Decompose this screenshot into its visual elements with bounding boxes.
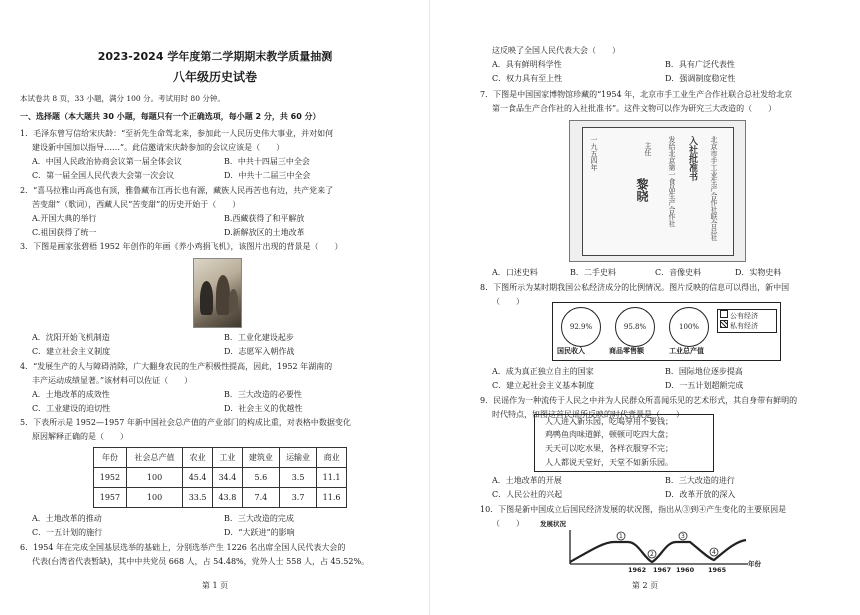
q6-option-d: D．强调制度稳定性: [665, 74, 736, 83]
q5-option-d: D．“大跃进”的影响: [224, 528, 295, 537]
q4-stem-line2: 丰产运动成绩显著。”该材料可以佐证（ ）: [32, 376, 193, 385]
q7-stem-line1: 7．下图是中国国家博物馆珍藏的“1954 年，北京市手工业生产合作社联合总社发给北京: [480, 90, 793, 99]
section-title: 一、选择题（本大题共 30 小题，每题只有一个正确选项，每小题 2 分，共 60 分）: [20, 112, 321, 121]
q1-stem-line1: 1．毛泽东曾写信给宋庆龄：“至祈先生命驾北来，参加此一人民历史伟大事业，并对如何: [20, 129, 334, 138]
q3-stem-line1: 3．下图是画家张碧梧 1952 年创作的年画《养小鸡捐飞机》，该图片出现的背景是（ ）: [20, 242, 343, 251]
q3-option-a: A．沈阳开始飞机制造: [32, 333, 110, 342]
figure-shape: [200, 281, 213, 315]
folk-song-line: 人人进入新乐园，吃喝穿用不要钱；: [545, 417, 673, 426]
q8-stem-line2: （ ）: [492, 297, 524, 306]
certificate-title-label: 主任: [644, 142, 652, 156]
q4-option-b: B．三大改造的必要性: [224, 390, 302, 399]
certificate-frame: [582, 127, 734, 256]
q5-option-a: A．土地改革的推动: [32, 514, 102, 523]
y-axis-label: 发展状况: [540, 520, 566, 528]
table-cell: 1957: [94, 488, 127, 508]
q5-stem-line1: 5．下表所示是 1952—1957 年新中国社会总产值的产业部门的构成比重，对表格中数据变化: [20, 418, 351, 427]
q9-stem-line2: 时代特点，如图这首民谣所反映的时代背景是（ ）: [492, 410, 684, 419]
q8-option-a: A．成为真正独立自主的国家: [492, 367, 594, 376]
q9-option-a: A．土地改革的开展: [492, 476, 562, 485]
table-cell: 3.7: [279, 488, 316, 508]
q9-option-c: C．人民公社的兴起: [492, 490, 563, 499]
pie-label: 商品零售额: [609, 346, 644, 355]
q2-stem-line2: 苦变甜”（歌词），西藏人民“苦变甜”的历史开始于（ ）: [32, 200, 241, 209]
stage-label: 3: [681, 533, 685, 540]
approval-certificate-image: [569, 120, 746, 262]
table-cell: 7.4: [242, 488, 279, 508]
x-tick-label: 1965: [708, 566, 727, 573]
figure-shape: [216, 275, 230, 315]
q3-option-c: C．建立社会主义制度: [32, 347, 111, 356]
q3-option-b: B．工业化建设起步: [224, 333, 294, 342]
economy-share-figure: [552, 302, 781, 361]
q8-option-c: C．建立起社会主义基本制度: [492, 381, 595, 390]
q4-stem-line1: 4．“发展生产的人与障碍消除，广大翻身农民的生产积极性提高，因此，1952 年湖南的: [20, 362, 333, 371]
new-year-painting-image: [193, 258, 242, 328]
stage-label: 1: [619, 533, 623, 540]
chart-legend: [717, 309, 777, 333]
q6-stem-line2: 代表(台湾省代表暂缺)，其中中共党员 668 人，占 54.48%，党外人士 558 人，占 45.52%。: [32, 557, 370, 566]
x-tick-label: 1962: [628, 566, 647, 573]
table-cell: 100: [126, 488, 182, 508]
table-cell: 11.6: [317, 488, 347, 508]
q4-option-c: C．工业建设的迫切性: [32, 404, 111, 413]
table-header-cell: 工业: [213, 448, 243, 468]
table-header-row: [94, 448, 347, 468]
q7-option-d: D．实物史料: [735, 268, 782, 277]
q1-stem-line2: 建设新中国加以指导……”。此信邀请宋庆龄参加的会议应该是（ ）: [32, 143, 285, 152]
table-cell: 1952: [94, 468, 127, 488]
q7-option-b: B．二手史料: [570, 268, 616, 277]
q6-stem-line3: 这反映了全国人民代表大会（ ）: [492, 46, 620, 55]
q6-option-b: B．具有广泛代表性: [665, 60, 735, 69]
q10-stem-line2: （ ）: [492, 519, 524, 528]
q1-option-b: B．中共十四届三中全会: [224, 157, 310, 166]
table-cell: 43.8: [213, 488, 243, 508]
q8-option-b: B．国际地位逐步提高: [665, 367, 743, 376]
q2-option-d: D.新解放区的土地改革: [224, 228, 305, 237]
q8-option-d: D．一五计划超额完成: [665, 381, 744, 390]
table-header-cell: 建筑业: [242, 448, 279, 468]
table-cell: 45.4: [183, 468, 213, 488]
exam-subtitle: 八年级历史试卷: [172, 70, 257, 84]
q6-stem-line1: 6．1954 年在完成全国基层选举的基础上，分别选举产生 1226 名出席全国人民代表大会的: [20, 543, 346, 552]
q1-option-d: D．中共十二届三中全会: [224, 171, 311, 180]
q2-option-c: C.祖国获得了统一: [32, 228, 97, 237]
x-tick-label: 1967: [653, 566, 672, 573]
pie-label: 国民收入: [557, 346, 585, 355]
legend-swatch-public: [720, 310, 728, 318]
q7-option-c: C．音像史料: [655, 268, 702, 277]
pie-industrial-output: 100%: [669, 307, 709, 347]
q1-option-c: C．第一届全国人民代表大会第一次会议: [32, 171, 175, 180]
table-row: [94, 488, 347, 508]
x-axis-label: 年份: [748, 560, 761, 568]
q10-stem-line1: 10．下图是新中国成立后国民经济发展的状况图，指出从③到④产生变化的主要原因是: [480, 505, 787, 514]
certificate-text: 发给北京第一食品生产合作社: [668, 136, 676, 227]
folk-song-box: [534, 414, 714, 472]
exam-title: 2023-2024 学年度第二学期期末教学质量抽测: [97, 50, 333, 63]
legend-item: 私有经济: [720, 320, 758, 331]
q5-option-c: C．一五计划的施行: [32, 528, 103, 537]
x-tick-label: 1960: [676, 566, 695, 573]
economic-development-chart: [548, 528, 758, 573]
q4-option-d: D．社会主义的优越性: [224, 404, 303, 413]
q2-option-b: B.西藏获得了和平解放: [224, 214, 305, 223]
page-number: 第 1 页: [201, 581, 229, 590]
certificate-text: 北京市手工业生产合作社联合总社: [710, 136, 718, 241]
table-header-cell: 商业: [317, 448, 347, 468]
trend-line: [570, 540, 746, 562]
table-header-cell: 年份: [94, 448, 127, 468]
folk-song-line: 天天可以吃水果，各样衣服穿不完；: [545, 444, 673, 453]
table-header-cell: 运输业: [279, 448, 316, 468]
certificate-heading: 入社批准书: [687, 136, 697, 181]
q1-option-a: A．中国人民政治协商会议第一届全体会议: [32, 157, 182, 166]
legend-swatch-private: [720, 320, 728, 328]
q9-stem-line1: 9．民谣作为一种流传于人民之中并为人民群众所喜闻乐见的艺术形式，其自身带有鲜明的: [480, 396, 798, 405]
table-cell: 34.4: [213, 468, 243, 488]
pie-national-income: 92.9%: [561, 307, 601, 347]
output-structure-table: [93, 447, 347, 508]
q5-option-b: B．三大改造的完成: [224, 514, 294, 523]
stage-label: 4: [712, 549, 716, 556]
q2-stem-line1: 2．“喜马拉雅山再高也有顶，雅鲁藏布江再长也有源，藏族人民再苦也有边，共产党来了: [20, 186, 334, 195]
exam-page-2: [430, 0, 860, 615]
q9-option-d: D．改革开放的深入: [665, 490, 736, 499]
folk-song-line: 人人都说天堂好，天堂不如新乐园。: [545, 458, 673, 467]
table-cell: 3.5: [279, 468, 316, 488]
exam-info: 本试卷共 8 页，33 小题，满分 100 分。考试用时 80 分钟。: [20, 94, 225, 103]
table-cell: 33.5: [183, 488, 213, 508]
certificate-date: 一九五四年: [590, 136, 598, 171]
q5-stem-line2: 原因解释正确的是（ ）: [32, 432, 128, 441]
table-header-cell: 农业: [183, 448, 213, 468]
table-header-cell: 社会总产值: [126, 448, 182, 468]
page-number: 第 2 页: [631, 581, 659, 590]
q9-option-b: B．三大改造的进行: [665, 476, 735, 485]
table-cell: 100: [126, 468, 182, 488]
folk-song-line: 鸡鸭鱼肉味道鲜，顿顿可吃四大盘；: [545, 430, 673, 439]
q6-option-a: A．具有鲜明科学性: [492, 60, 562, 69]
certificate-signature: 黎晓: [635, 178, 649, 202]
pie-label: 工业总产值: [669, 346, 704, 355]
table-cell: 11.1: [317, 468, 347, 488]
figure-shape: [229, 289, 238, 313]
stage-label: 2: [650, 551, 654, 558]
q3-option-d: D．志愿军入朝作战: [224, 347, 295, 356]
legend-item: 公有经济: [720, 310, 758, 321]
pie-retail-sales: 95.8%: [615, 307, 655, 347]
table-cell: 5.6: [242, 468, 279, 488]
q6-option-c: C．权力具有至上性: [492, 74, 563, 83]
table-row: [94, 468, 347, 488]
q8-stem-line1: 8．下图所示为某时期我国公私经济成分的比例情况。图片反映的信息可以得出，新中国: [480, 283, 790, 292]
q2-option-a: A.开国大典的举行: [32, 214, 97, 223]
q4-option-a: A．土地改革的成效性: [32, 390, 110, 399]
q7-stem-line2: 第一食品生产合作社的入社批准书”。这件文物可以作为研究三大改造的（ ）: [492, 104, 777, 113]
q7-option-a: A．口述史料: [492, 268, 538, 277]
